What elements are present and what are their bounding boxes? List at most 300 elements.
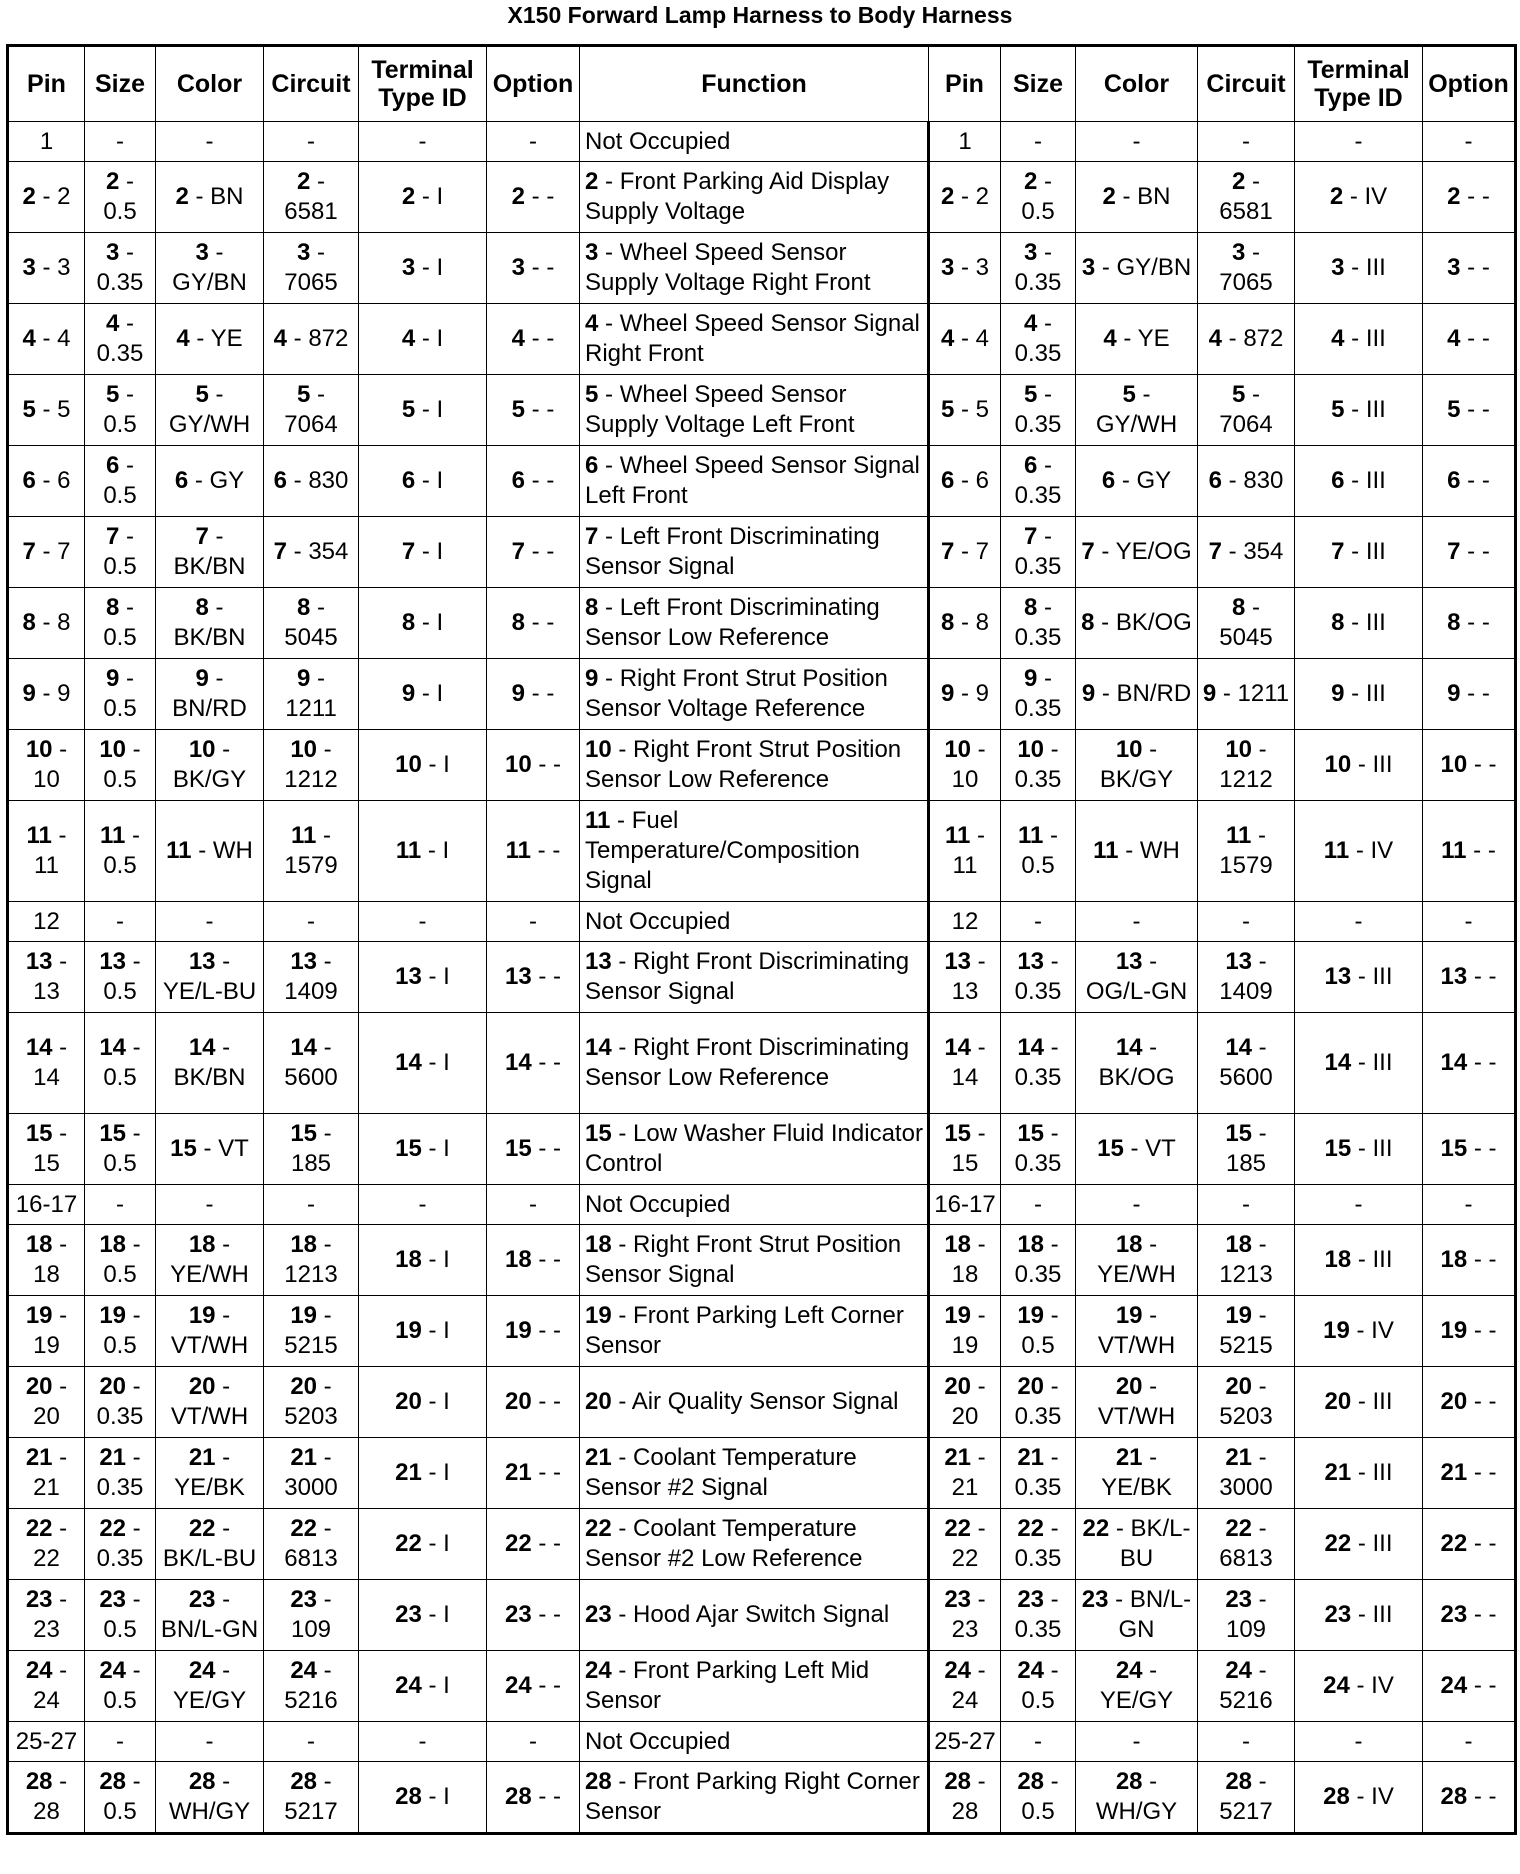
cell-color: 6 - GY xyxy=(156,446,264,517)
cell-function: 14 - Right Front Discriminating Sensor Low Reference xyxy=(580,1013,929,1114)
header-color-2: Color xyxy=(1076,46,1198,122)
cell-size-2: 10 - 0.35 xyxy=(1001,730,1076,801)
cell-size: 19 - 0.5 xyxy=(85,1296,156,1367)
cell-circuit-2: 14 - 5600 xyxy=(1198,1013,1295,1114)
cell-color: - xyxy=(156,902,264,942)
cell-color: 15 - VT xyxy=(156,1114,264,1185)
cell-color-2: 23 - BN/L-GN xyxy=(1076,1580,1198,1651)
cell-option-2: 20 - - xyxy=(1423,1367,1516,1438)
cell-circuit-2: 9 - 1211 xyxy=(1198,659,1295,730)
cell-circuit: - xyxy=(264,1722,359,1762)
cell-size: 18 - 0.5 xyxy=(85,1225,156,1296)
cell-color: 23 - BN/L-GN xyxy=(156,1580,264,1651)
cell-pin: 25-27 xyxy=(8,1722,85,1762)
cell-size: 2 - 0.5 xyxy=(85,162,156,233)
cell-circuit: 2 - 6581 xyxy=(264,162,359,233)
cell-size-2: 19 - 0.5 xyxy=(1001,1296,1076,1367)
cell-color-2: - xyxy=(1076,902,1198,942)
cell-color: 10 - BK/GY xyxy=(156,730,264,801)
cell-pin-2: 28 - 28 xyxy=(929,1762,1001,1834)
cell-circuit: 22 - 6813 xyxy=(264,1509,359,1580)
cell-color-2: 21 - YE/BK xyxy=(1076,1438,1198,1509)
cell-circuit: 6 - 830 xyxy=(264,446,359,517)
cell-size-2: 24 - 0.5 xyxy=(1001,1651,1076,1722)
cell-terminal-type-id-2: 7 - III xyxy=(1295,517,1423,588)
cell-circuit-2: 23 - 109 xyxy=(1198,1580,1295,1651)
table-row xyxy=(8,1013,1516,1114)
cell-pin: 3 - 3 xyxy=(8,233,85,304)
header-size: Size xyxy=(85,46,156,122)
cell-pin-2: 10 - 10 xyxy=(929,730,1001,801)
cell-color-2: 11 - WH xyxy=(1076,801,1198,902)
cell-color-2: 14 - BK/OG xyxy=(1076,1013,1198,1114)
cell-option: 6 - - xyxy=(487,446,580,517)
cell-pin: 21 - 21 xyxy=(8,1438,85,1509)
cell-size-2: 18 - 0.35 xyxy=(1001,1225,1076,1296)
table-row xyxy=(8,1296,1516,1367)
cell-color: 11 - WH xyxy=(156,801,264,902)
cell-pin-2: 11 - 11 xyxy=(929,801,1001,902)
cell-color-2: - xyxy=(1076,1185,1198,1225)
cell-circuit: 5 - 7064 xyxy=(264,375,359,446)
header-circuit: Circuit xyxy=(264,46,359,122)
cell-pin-2: 7 - 7 xyxy=(929,517,1001,588)
cell-option-2: 5 - - xyxy=(1423,375,1516,446)
header-circuit-2: Circuit xyxy=(1198,46,1295,122)
cell-size-2: - xyxy=(1001,902,1076,942)
cell-pin: 6 - 6 xyxy=(8,446,85,517)
cell-size: 14 - 0.5 xyxy=(85,1013,156,1114)
cell-color: 19 - VT/WH xyxy=(156,1296,264,1367)
cell-option: 15 - - xyxy=(487,1114,580,1185)
cell-option: 19 - - xyxy=(487,1296,580,1367)
cell-color-2: 4 - YE xyxy=(1076,304,1198,375)
cell-option: 14 - - xyxy=(487,1013,580,1114)
cell-size-2: 13 - 0.35 xyxy=(1001,942,1076,1013)
cell-color-2: 28 - WH/GY xyxy=(1076,1762,1198,1834)
cell-terminal-type-id-2: 28 - IV xyxy=(1295,1762,1423,1834)
cell-terminal-type-id-2: 10 - III xyxy=(1295,730,1423,801)
cell-circuit: 10 - 1212 xyxy=(264,730,359,801)
cell-pin: 7 - 7 xyxy=(8,517,85,588)
cell-color: 9 - BN/RD xyxy=(156,659,264,730)
cell-terminal-type-id: - xyxy=(359,1185,487,1225)
cell-function: 18 - Right Front Strut Position Sensor Signal xyxy=(580,1225,929,1296)
cell-function: 15 - Low Washer Fluid Indicator Control xyxy=(580,1114,929,1185)
harness-table xyxy=(6,44,1517,1835)
cell-function: 13 - Right Front Discriminating Sensor Signal xyxy=(580,942,929,1013)
cell-size-2: 20 - 0.35 xyxy=(1001,1367,1076,1438)
cell-terminal-type-id: 9 - I xyxy=(359,659,487,730)
cell-pin-2: 13 - 13 xyxy=(929,942,1001,1013)
cell-color: 21 - YE/BK xyxy=(156,1438,264,1509)
cell-terminal-type-id-2: 9 - III xyxy=(1295,659,1423,730)
cell-pin-2: 6 - 6 xyxy=(929,446,1001,517)
cell-circuit-2: 2 - 6581 xyxy=(1198,162,1295,233)
table-row xyxy=(8,1762,1516,1834)
cell-function: 7 - Left Front Discriminating Sensor Signal xyxy=(580,517,929,588)
cell-color-2: 2 - BN xyxy=(1076,162,1198,233)
cell-option: 23 - - xyxy=(487,1580,580,1651)
cell-function: 11 - Fuel Temperature/Composition Signal xyxy=(580,801,929,902)
cell-option-2: - xyxy=(1423,1185,1516,1225)
cell-option: 9 - - xyxy=(487,659,580,730)
cell-terminal-type-id: 10 - I xyxy=(359,730,487,801)
cell-circuit-2: - xyxy=(1198,902,1295,942)
cell-circuit-2: - xyxy=(1198,1722,1295,1762)
table-body xyxy=(8,122,1516,1834)
cell-size: 11 - 0.5 xyxy=(85,801,156,902)
table-row xyxy=(8,1225,1516,1296)
cell-pin-2: 2 - 2 xyxy=(929,162,1001,233)
cell-terminal-type-id: 2 - I xyxy=(359,162,487,233)
cell-pin: 14 - 14 xyxy=(8,1013,85,1114)
cell-option: 28 - - xyxy=(487,1762,580,1834)
table-row xyxy=(8,375,1516,446)
header-terminal-type-id: Terminal Type ID xyxy=(359,46,487,122)
cell-terminal-type-id: 4 - I xyxy=(359,304,487,375)
cell-terminal-type-id: 7 - I xyxy=(359,517,487,588)
table-row xyxy=(8,1114,1516,1185)
cell-pin: 28 - 28 xyxy=(8,1762,85,1834)
cell-pin: 20 - 20 xyxy=(8,1367,85,1438)
cell-option-2: 2 - - xyxy=(1423,162,1516,233)
cell-circuit-2: 13 - 1409 xyxy=(1198,942,1295,1013)
cell-terminal-type-id-2: 21 - III xyxy=(1295,1438,1423,1509)
cell-circuit: - xyxy=(264,122,359,162)
cell-color: 2 - BN xyxy=(156,162,264,233)
cell-pin: 11 - 11 xyxy=(8,801,85,902)
cell-function: 8 - Left Front Discriminating Sensor Low Reference xyxy=(580,588,929,659)
header-option: Option xyxy=(487,46,580,122)
cell-size: - xyxy=(85,1185,156,1225)
table-row xyxy=(8,1509,1516,1580)
cell-option-2: 10 - - xyxy=(1423,730,1516,801)
cell-terminal-type-id-2: 6 - III xyxy=(1295,446,1423,517)
cell-terminal-type-id: 28 - I xyxy=(359,1762,487,1834)
cell-size-2: 21 - 0.35 xyxy=(1001,1438,1076,1509)
cell-circuit: - xyxy=(264,902,359,942)
cell-pin: 24 - 24 xyxy=(8,1651,85,1722)
cell-color-2: 7 - YE/OG xyxy=(1076,517,1198,588)
cell-size: 6 - 0.5 xyxy=(85,446,156,517)
cell-size: 7 - 0.5 xyxy=(85,517,156,588)
table-row xyxy=(8,304,1516,375)
cell-pin: 5 - 5 xyxy=(8,375,85,446)
cell-size: 23 - 0.5 xyxy=(85,1580,156,1651)
cell-pin: 15 - 15 xyxy=(8,1114,85,1185)
cell-option: 24 - - xyxy=(487,1651,580,1722)
cell-size-2: 11 - 0.5 xyxy=(1001,801,1076,902)
header-function: Function xyxy=(580,46,929,122)
cell-terminal-type-id-2: 3 - III xyxy=(1295,233,1423,304)
cell-pin: 9 - 9 xyxy=(8,659,85,730)
cell-circuit-2: 28 - 5217 xyxy=(1198,1762,1295,1834)
cell-size: 28 - 0.5 xyxy=(85,1762,156,1834)
cell-size: 22 - 0.35 xyxy=(85,1509,156,1580)
cell-circuit: 15 - 185 xyxy=(264,1114,359,1185)
cell-size-2: - xyxy=(1001,1185,1076,1225)
cell-size-2: 15 - 0.35 xyxy=(1001,1114,1076,1185)
cell-function: 3 - Wheel Speed Sensor Supply Voltage Right Front xyxy=(580,233,929,304)
cell-option: 3 - - xyxy=(487,233,580,304)
cell-pin-2: 23 - 23 xyxy=(929,1580,1001,1651)
table-row xyxy=(8,233,1516,304)
cell-color: - xyxy=(156,122,264,162)
cell-option: 20 - - xyxy=(487,1367,580,1438)
cell-circuit-2: 8 - 5045 xyxy=(1198,588,1295,659)
cell-circuit: 7 - 354 xyxy=(264,517,359,588)
cell-circuit: 20 - 5203 xyxy=(264,1367,359,1438)
cell-color-2: 3 - GY/BN xyxy=(1076,233,1198,304)
cell-terminal-type-id: 6 - I xyxy=(359,446,487,517)
cell-pin: 12 xyxy=(8,902,85,942)
cell-pin-2: 24 - 24 xyxy=(929,1651,1001,1722)
cell-option-2: 19 - - xyxy=(1423,1296,1516,1367)
table-row xyxy=(8,1367,1516,1438)
cell-terminal-type-id: 3 - I xyxy=(359,233,487,304)
cell-pin-2: 21 - 21 xyxy=(929,1438,1001,1509)
cell-option-2: - xyxy=(1423,122,1516,162)
table-row xyxy=(8,942,1516,1013)
cell-color-2: 20 - VT/WH xyxy=(1076,1367,1198,1438)
cell-size: - xyxy=(85,122,156,162)
cell-option: 22 - - xyxy=(487,1509,580,1580)
table-row xyxy=(8,1185,1516,1225)
cell-terminal-type-id: 20 - I xyxy=(359,1367,487,1438)
cell-circuit: 21 - 3000 xyxy=(264,1438,359,1509)
cell-circuit: 9 - 1211 xyxy=(264,659,359,730)
cell-option-2: 23 - - xyxy=(1423,1580,1516,1651)
cell-circuit-2: 5 - 7064 xyxy=(1198,375,1295,446)
cell-color-2: - xyxy=(1076,122,1198,162)
cell-pin-2: 9 - 9 xyxy=(929,659,1001,730)
cell-pin-2: 3 - 3 xyxy=(929,233,1001,304)
cell-option: - xyxy=(487,122,580,162)
table-row xyxy=(8,1722,1516,1762)
cell-circuit-2: 24 - 5216 xyxy=(1198,1651,1295,1722)
cell-terminal-type-id: 21 - I xyxy=(359,1438,487,1509)
cell-pin-2: 15 - 15 xyxy=(929,1114,1001,1185)
cell-color-2: 22 - BK/L-BU xyxy=(1076,1509,1198,1580)
cell-function: 20 - Air Quality Sensor Signal xyxy=(580,1367,929,1438)
cell-function: 24 - Front Parking Left Mid Sensor xyxy=(580,1651,929,1722)
cell-size-2: 22 - 0.35 xyxy=(1001,1509,1076,1580)
cell-option-2: 11 - - xyxy=(1423,801,1516,902)
cell-function: 23 - Hood Ajar Switch Signal xyxy=(580,1580,929,1651)
cell-pin: 1 xyxy=(8,122,85,162)
cell-function: 22 - Coolant Temperature Sensor #2 Low Reference xyxy=(580,1509,929,1580)
cell-circuit-2: - xyxy=(1198,1185,1295,1225)
cell-option-2: 8 - - xyxy=(1423,588,1516,659)
cell-function: Not Occupied xyxy=(580,122,929,162)
cell-circuit: 4 - 872 xyxy=(264,304,359,375)
cell-pin-2: 4 - 4 xyxy=(929,304,1001,375)
cell-color-2: 13 - OG/L-GN xyxy=(1076,942,1198,1013)
cell-size-2: 8 - 0.35 xyxy=(1001,588,1076,659)
cell-terminal-type-id: 5 - I xyxy=(359,375,487,446)
cell-function: 10 - Right Front Strut Position Sensor Low Reference xyxy=(580,730,929,801)
cell-color-2: 24 - YE/GY xyxy=(1076,1651,1198,1722)
cell-size: 5 - 0.5 xyxy=(85,375,156,446)
header-option-2: Option xyxy=(1423,46,1516,122)
cell-size: - xyxy=(85,1722,156,1762)
cell-circuit-2: 4 - 872 xyxy=(1198,304,1295,375)
cell-pin: 8 - 8 xyxy=(8,588,85,659)
cell-color: 4 - YE xyxy=(156,304,264,375)
cell-function: 19 - Front Parking Left Corner Sensor xyxy=(580,1296,929,1367)
cell-option: 7 - - xyxy=(487,517,580,588)
cell-terminal-type-id: - xyxy=(359,1722,487,1762)
cell-option-2: 28 - - xyxy=(1423,1762,1516,1834)
cell-terminal-type-id-2: - xyxy=(1295,902,1423,942)
cell-pin-2: 14 - 14 xyxy=(929,1013,1001,1114)
cell-size-2: 7 - 0.35 xyxy=(1001,517,1076,588)
header-size-2: Size xyxy=(1001,46,1076,122)
cell-option-2: 7 - - xyxy=(1423,517,1516,588)
table-row xyxy=(8,1651,1516,1722)
cell-option: - xyxy=(487,902,580,942)
cell-size: 3 - 0.35 xyxy=(85,233,156,304)
cell-terminal-type-id: 15 - I xyxy=(359,1114,487,1185)
cell-function: 5 - Wheel Speed Sensor Supply Voltage Left Front xyxy=(580,375,929,446)
cell-color: - xyxy=(156,1185,264,1225)
cell-circuit: 11 - 1579 xyxy=(264,801,359,902)
cell-option: - xyxy=(487,1722,580,1762)
cell-option: 21 - - xyxy=(487,1438,580,1509)
cell-pin-2: 19 - 19 xyxy=(929,1296,1001,1367)
cell-circuit: 13 - 1409 xyxy=(264,942,359,1013)
cell-function: 2 - Front Parking Aid Display Supply Voltage xyxy=(580,162,929,233)
cell-size-2: 14 - 0.35 xyxy=(1001,1013,1076,1114)
header-pin-2: Pin xyxy=(929,46,1001,122)
cell-pin: 19 - 19 xyxy=(8,1296,85,1367)
cell-circuit-2: 3 - 7065 xyxy=(1198,233,1295,304)
cell-option: 13 - - xyxy=(487,942,580,1013)
cell-terminal-type-id: 13 - I xyxy=(359,942,487,1013)
table-row xyxy=(8,801,1516,902)
cell-size: 15 - 0.5 xyxy=(85,1114,156,1185)
cell-function: 4 - Wheel Speed Sensor Signal Right Front xyxy=(580,304,929,375)
cell-option: 10 - - xyxy=(487,730,580,801)
cell-color: 5 - GY/WH xyxy=(156,375,264,446)
cell-pin-2: 22 - 22 xyxy=(929,1509,1001,1580)
cell-option-2: 3 - - xyxy=(1423,233,1516,304)
header-row xyxy=(8,46,1516,122)
cell-terminal-type-id: 18 - I xyxy=(359,1225,487,1296)
cell-circuit-2: 21 - 3000 xyxy=(1198,1438,1295,1509)
cell-option: 5 - - xyxy=(487,375,580,446)
cell-terminal-type-id-2: 8 - III xyxy=(1295,588,1423,659)
cell-terminal-type-id: 23 - I xyxy=(359,1580,487,1651)
table-row xyxy=(8,446,1516,517)
cell-circuit: - xyxy=(264,1185,359,1225)
cell-circuit-2: 19 - 5215 xyxy=(1198,1296,1295,1367)
cell-pin: 23 - 23 xyxy=(8,1580,85,1651)
cell-pin-2: 8 - 8 xyxy=(929,588,1001,659)
cell-circuit: 24 - 5216 xyxy=(264,1651,359,1722)
cell-circuit: 19 - 5215 xyxy=(264,1296,359,1367)
cell-circuit: 14 - 5600 xyxy=(264,1013,359,1114)
cell-terminal-type-id-2: 13 - III xyxy=(1295,942,1423,1013)
cell-size-2: 28 - 0.5 xyxy=(1001,1762,1076,1834)
cell-size: 9 - 0.5 xyxy=(85,659,156,730)
cell-terminal-type-id: - xyxy=(359,122,487,162)
cell-pin-2: 20 - 20 xyxy=(929,1367,1001,1438)
cell-color-2: 18 - YE/WH xyxy=(1076,1225,1198,1296)
cell-option-2: 24 - - xyxy=(1423,1651,1516,1722)
cell-circuit-2: - xyxy=(1198,122,1295,162)
cell-terminal-type-id-2: 24 - IV xyxy=(1295,1651,1423,1722)
cell-terminal-type-id-2: 18 - III xyxy=(1295,1225,1423,1296)
cell-terminal-type-id-2: 15 - III xyxy=(1295,1114,1423,1185)
cell-terminal-type-id: 24 - I xyxy=(359,1651,487,1722)
cell-pin-2: 12 xyxy=(929,902,1001,942)
cell-terminal-type-id-2: 4 - III xyxy=(1295,304,1423,375)
cell-pin: 16-17 xyxy=(8,1185,85,1225)
cell-terminal-type-id: 8 - I xyxy=(359,588,487,659)
cell-color-2: - xyxy=(1076,1722,1198,1762)
cell-circuit: 18 - 1213 xyxy=(264,1225,359,1296)
cell-option: - xyxy=(487,1185,580,1225)
cell-function: Not Occupied xyxy=(580,1185,929,1225)
cell-size-2: - xyxy=(1001,1722,1076,1762)
cell-color: 28 - WH/GY xyxy=(156,1762,264,1834)
cell-pin: 13 - 13 xyxy=(8,942,85,1013)
cell-size-2: 5 - 0.35 xyxy=(1001,375,1076,446)
cell-option: 18 - - xyxy=(487,1225,580,1296)
cell-color-2: 5 - GY/WH xyxy=(1076,375,1198,446)
cell-terminal-type-id-2: 11 - IV xyxy=(1295,801,1423,902)
cell-option-2: 22 - - xyxy=(1423,1509,1516,1580)
cell-size-2: 4 - 0.35 xyxy=(1001,304,1076,375)
cell-function: Not Occupied xyxy=(580,902,929,942)
cell-circuit-2: 15 - 185 xyxy=(1198,1114,1295,1185)
cell-terminal-type-id: 14 - I xyxy=(359,1013,487,1114)
cell-option: 11 - - xyxy=(487,801,580,902)
cell-size: 24 - 0.5 xyxy=(85,1651,156,1722)
cell-pin: 22 - 22 xyxy=(8,1509,85,1580)
cell-option-2: - xyxy=(1423,902,1516,942)
cell-option-2: 6 - - xyxy=(1423,446,1516,517)
cell-option-2: 13 - - xyxy=(1423,942,1516,1013)
cell-pin: 18 - 18 xyxy=(8,1225,85,1296)
cell-pin-2: 5 - 5 xyxy=(929,375,1001,446)
table-row xyxy=(8,588,1516,659)
cell-circuit-2: 18 - 1213 xyxy=(1198,1225,1295,1296)
table-row xyxy=(8,122,1516,162)
cell-color: 7 - BK/BN xyxy=(156,517,264,588)
table-row xyxy=(8,517,1516,588)
cell-option-2: 14 - - xyxy=(1423,1013,1516,1114)
cell-terminal-type-id-2: 23 - III xyxy=(1295,1580,1423,1651)
cell-terminal-type-id-2: 2 - IV xyxy=(1295,162,1423,233)
cell-color: 13 - YE/L-BU xyxy=(156,942,264,1013)
cell-size-2: 9 - 0.35 xyxy=(1001,659,1076,730)
cell-function: 9 - Right Front Strut Position Sensor Voltage Reference xyxy=(580,659,929,730)
cell-option: 2 - - xyxy=(487,162,580,233)
cell-color: 14 - BK/BN xyxy=(156,1013,264,1114)
cell-circuit-2: 7 - 354 xyxy=(1198,517,1295,588)
cell-option-2: 15 - - xyxy=(1423,1114,1516,1185)
cell-option: 8 - - xyxy=(487,588,580,659)
cell-terminal-type-id-2: 20 - III xyxy=(1295,1367,1423,1438)
cell-terminal-type-id-2: - xyxy=(1295,1722,1423,1762)
cell-size-2: 3 - 0.35 xyxy=(1001,233,1076,304)
cell-color: - xyxy=(156,1722,264,1762)
page-title: X150 Forward Lamp Harness to Body Harness xyxy=(507,2,1013,28)
cell-terminal-type-id: 22 - I xyxy=(359,1509,487,1580)
